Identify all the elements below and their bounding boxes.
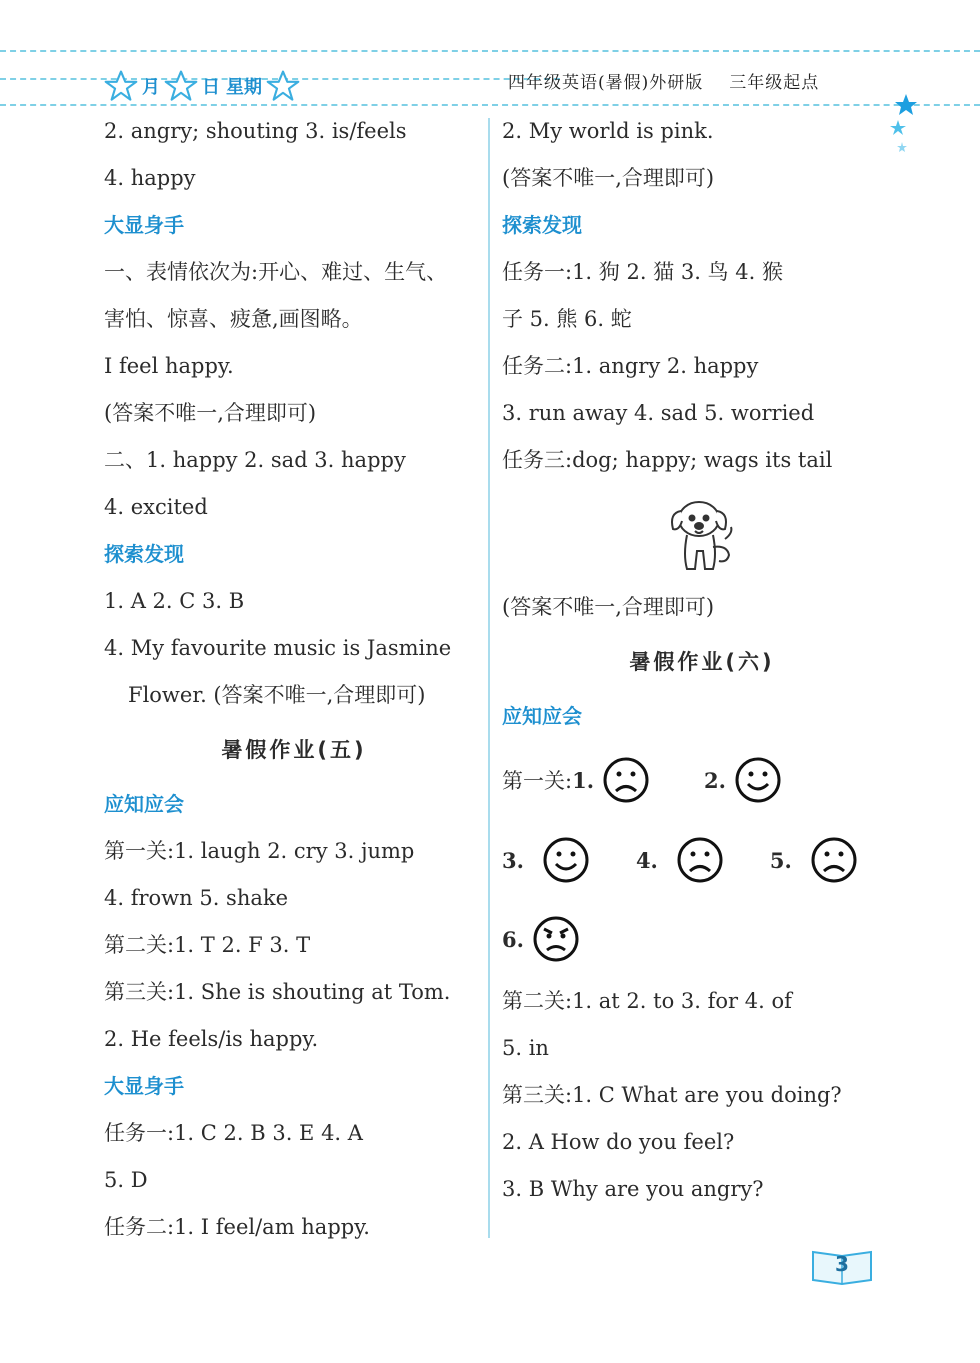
answer-line: (答案不唯一,合理即可) <box>104 401 317 425</box>
answer-line: 第三关:1. C What are you doing? <box>502 1083 842 1107</box>
book-level: 三年级起点 <box>729 73 820 93</box>
section-heading: 大显身手 <box>104 1074 184 1098</box>
section-heading: 探索发现 <box>502 213 582 237</box>
date-header <box>104 68 300 104</box>
answer-line: 3. B Why are you angry? <box>502 1177 764 1201</box>
header-dash-top <box>0 50 980 52</box>
star-icon <box>164 69 198 103</box>
answer-line: 4. frown 5. shake <box>104 886 289 910</box>
answer-line: 害怕、惊喜、疲惫,画图略。 <box>104 307 363 331</box>
answer-line: 2. My world is pink. <box>502 119 714 143</box>
sad-face-icon <box>676 836 724 884</box>
face-row <box>502 820 902 900</box>
puppy-illustration <box>502 484 902 584</box>
faces-label: 第一关: <box>502 769 573 793</box>
answer-line: 子 5. 熊 6. 蛇 <box>502 307 632 331</box>
page-number: 3 <box>835 1252 849 1276</box>
book-header <box>508 68 845 93</box>
sad-face-icon <box>810 836 858 884</box>
answer-line: (答案不唯一,合理即可) <box>502 595 715 619</box>
answer-line: 第三关:1. She is shouting at Tom. <box>104 980 451 1004</box>
face-row <box>502 900 902 978</box>
happy-face-icon <box>542 836 590 884</box>
column-divider <box>488 118 490 1238</box>
right-column <box>502 108 902 1213</box>
answer-line: 任务二:1. I feel/am happy. <box>104 1215 370 1239</box>
day-label: 日 <box>202 77 220 98</box>
answer-line: 任务一:1. 狗 2. 猫 3. 鸟 4. 猴 <box>502 260 783 284</box>
section-heading: 应知应会 <box>502 704 582 728</box>
month-label: 月 <box>142 77 160 98</box>
section-heading: 应知应会 <box>104 792 184 816</box>
answer-line: 4. happy <box>104 166 196 190</box>
answer-line: I feel happy. <box>104 354 234 378</box>
answer-line: 第二关:1. at 2. to 3. for 4. of <box>502 989 792 1013</box>
answer-line: 一、表情依次为:开心、难过、生气、 <box>104 260 448 284</box>
section-heading: 探索发现 <box>104 542 184 566</box>
face-number: 4. <box>635 847 658 873</box>
star-icon <box>104 69 138 103</box>
header-dash-bottom <box>0 104 980 106</box>
face-row <box>502 740 902 820</box>
homework-title: 暑假作业(五) <box>221 738 367 762</box>
left-column <box>104 108 484 1251</box>
answer-line: 4. My favourite music is Jasmine <box>104 636 452 660</box>
happy-face-icon <box>734 756 782 804</box>
answer-line: 任务一:1. C 2. B 3. E 4. A <box>104 1121 363 1145</box>
page-number-badge <box>810 1248 874 1288</box>
puppy-icon <box>657 489 747 579</box>
face-number: 3. <box>502 847 524 873</box>
answer-line: 5. D <box>104 1168 148 1192</box>
sad-face-icon <box>602 756 650 804</box>
angry-face-icon <box>532 915 580 963</box>
face-number: 1. <box>572 767 595 793</box>
face-number: 2. <box>704 767 726 793</box>
weekday-label: 星期 <box>226 77 262 98</box>
answer-line: 5. in <box>502 1036 549 1060</box>
answer-line: 第二关:1. T 2. F 3. T <box>104 933 311 957</box>
answer-line: (答案不唯一,合理即可) <box>502 166 715 190</box>
section-heading: 大显身手 <box>104 213 184 237</box>
answer-line: 第一关:1. laugh 2. cry 3. jump <box>104 839 415 863</box>
homework-title: 暑假作业(六) <box>629 650 775 674</box>
answer-line: 4. excited <box>104 495 208 519</box>
answer-line: 2. angry; shouting 3. is/feels <box>104 119 407 143</box>
answer-line: 3. run away 4. sad 5. worried <box>502 401 815 425</box>
star-icon <box>266 69 300 103</box>
face-number: 6. <box>502 926 524 952</box>
answer-line: 2. A How do you feel? <box>502 1130 735 1154</box>
answer-line: 任务二:1. angry 2. happy <box>502 354 759 378</box>
answer-line: 1. A 2. C 3. B <box>104 589 245 613</box>
book-title: 四年级英语(暑假)外研版 <box>508 73 704 93</box>
answer-line: 2. He feels/is happy. <box>104 1027 319 1051</box>
answer-line: 二、1. happy 2. sad 3. happy <box>104 448 406 472</box>
answer-line: Flower. (答案不唯一,合理即可) <box>128 683 426 707</box>
answer-line: 任务三:dog; happy; wags its tail <box>502 448 833 472</box>
face-number: 5. <box>769 847 792 873</box>
